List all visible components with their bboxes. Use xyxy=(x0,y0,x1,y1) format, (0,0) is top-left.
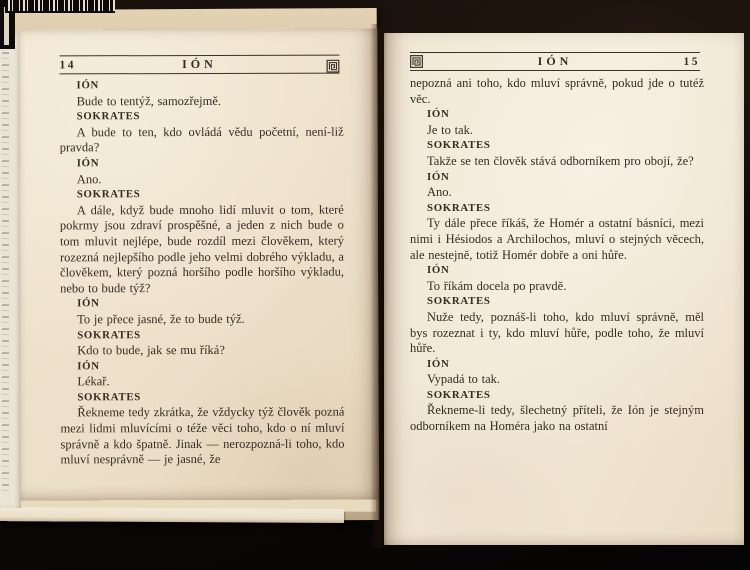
speaker-label: SOKRATES xyxy=(427,139,491,152)
speaker-label: IÓN xyxy=(76,79,100,92)
dialogue-paragraph: To říkám docela po pravdě. xyxy=(427,278,567,293)
left-running-head xyxy=(59,55,339,75)
dialogue-paragraph: Ano. xyxy=(76,171,102,186)
right-page-number: 15 xyxy=(683,55,700,68)
right-page xyxy=(384,33,744,545)
speaker-label: SOKRATES xyxy=(427,295,491,308)
right-running-title: IÓN xyxy=(537,54,573,68)
dialogue-paragraph: Nuže tedy, poznáš-li toho, kdo mluví správně, měl bys rozeznat i ty, kdo mluví hůře, podle toho, že mluví hůře. xyxy=(410,309,704,356)
left-running-title: IÓN xyxy=(182,56,217,72)
speaker-label: SOKRATES xyxy=(76,188,141,201)
underlying-paper-strip xyxy=(0,34,21,508)
dialogue-paragraph: Řekneme-li tedy, šlechetný příteli, že Ión je stejným odborníkem na Homéra jako na ostatní xyxy=(410,403,704,434)
dialogue-paragraph: Ano. xyxy=(427,185,452,200)
dialogue-paragraph: Bude to tentýž, samozřejmě. xyxy=(76,93,222,108)
dialogue-paragraph: A bude to ten, kdo ovládá vědu početní, není-liž pravda? xyxy=(59,124,344,155)
speaker-label: IÓN xyxy=(427,264,450,277)
left-page xyxy=(19,29,378,501)
left-page-number: 14 xyxy=(59,58,76,71)
speaker-label: IÓN xyxy=(77,297,100,310)
left-text-column xyxy=(60,78,345,469)
speaker-label: SOKRATES xyxy=(77,391,141,404)
speaker-label: IÓN xyxy=(77,359,100,373)
dialogue-paragraph: Řekneme tedy zkrátka, že vždycky týž člověk pozná mezi lidmi mluvícími o téže věci toho, kdo o ní mluví správně a kdo špatně. Jinak — nerozpozná-li toho, kdo mluví nesprávně — je jasné, že xyxy=(60,405,345,467)
dialogue-paragraph: Vypadá to tak. xyxy=(427,372,501,387)
dialogue-paragraph: To je přece jasné, že to bude týž. xyxy=(77,311,245,327)
dialogue-paragraph: Ty dále přece říkáš, že Homér a ostatní básníci, mezi nimi i Hésiodos a Archilochos, mluví o stejných věcech, ale nestejně, totiž Homér dobře a oni hůře. xyxy=(410,216,704,262)
dialogue-paragraph: Kdo to bude, jak se mu říká? xyxy=(77,343,225,358)
speaker-label: IÓN xyxy=(76,157,100,170)
dialogue-paragraph: Je to tak. xyxy=(427,122,473,137)
speaker-label: SOKRATES xyxy=(76,110,141,123)
underlying-cover-border-pattern xyxy=(5,0,115,13)
right-running-head xyxy=(410,52,700,71)
page-edge-strip xyxy=(0,507,344,523)
dialogue-paragraph: Takže se ten člověk stává odborníkem pro obojí, že? xyxy=(427,153,694,168)
speaker-label: IÓN xyxy=(427,108,450,121)
right-text-column xyxy=(410,76,704,435)
speaker-label: IÓN xyxy=(427,170,450,183)
speaker-label: SOKRATES xyxy=(77,328,141,341)
dialogue-paragraph: Lékař. xyxy=(77,374,110,389)
speaker-label: SOKRATES xyxy=(427,201,491,214)
speaker-label: SOKRATES xyxy=(427,388,491,401)
dialogue-paragraph: A dále, když bude mnoho lidí mluvit o tom, které pokrmy jsou zdraví prospěšné, a jeden z nich bude o tom mluvit nejlépe, bude rozdíl mezi člověkem, který rozezná nejlepšího podle jeho velmi dobrého výkladu, a člověkem, který pozná horšího podle horšího výkladu, nebo to bude týž? xyxy=(59,202,345,296)
speaker-label: IÓN xyxy=(427,357,450,370)
dialogue-paragraph-continuation: nepozná ani toho, kdo mluví správně, pokud jde o tutéž věc. xyxy=(410,76,704,106)
